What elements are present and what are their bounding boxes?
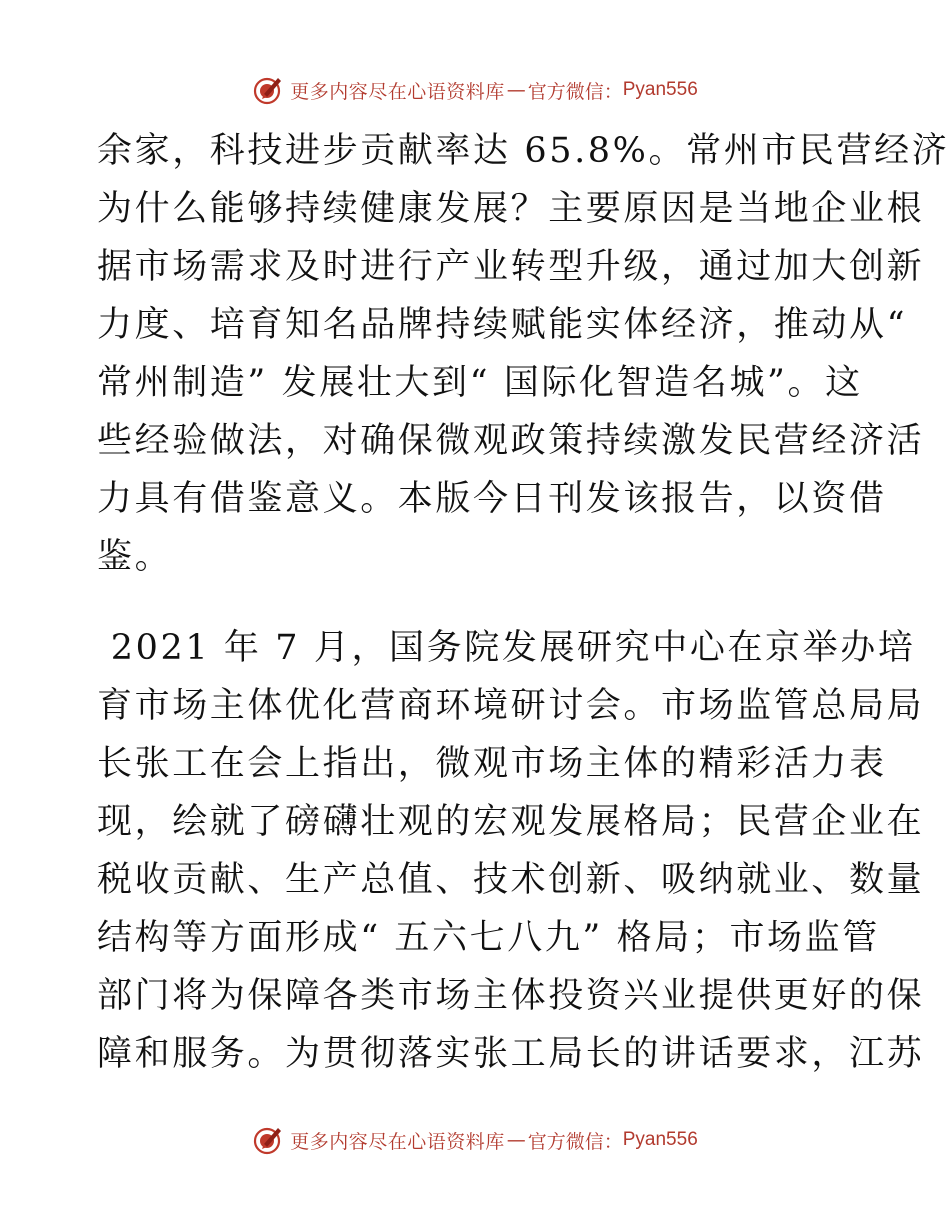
pen-logo-icon (252, 1123, 286, 1157)
banner-wechat-label: 官方微信： (527, 1130, 623, 1153)
paragraph-2 (97, 619, 925, 1083)
text-line: 据市场需求及时进行产业转型升级，通过加大创新 (97, 247, 925, 287)
banner-dash: — (506, 79, 526, 101)
text-line: 为什么能够持续健康发展？主要原因是当地企业根 (97, 189, 925, 229)
text-line: 部门将为保障各类市场主体投资兴业提供更好的保 (97, 976, 925, 1016)
text-line: 育市场主体优化营商环境研讨会。市场监管总局局 (97, 686, 925, 726)
banner-dash: — (506, 1129, 526, 1151)
pen-logo-icon (252, 73, 286, 107)
text-line: 障和服务。为贯彻落实张工局长的讲话要求，江苏 (97, 1034, 925, 1074)
text-line: 力度、培育知名品牌持续赋能实体经济，推动从“ (97, 305, 908, 345)
text-line: 现，绘就了磅礴壮观的宏观发展格局；民营企业在 (97, 802, 925, 842)
document-body (97, 122, 950, 1083)
text-line: 余家，科技进步贡献率达 65.8%。常州市民营经济 (97, 131, 950, 171)
text-line: 长张工在会上指出，微观市场主体的精彩活力表 (97, 744, 887, 784)
text-line: 鉴。 (97, 537, 173, 577)
text-line: 结构等方面形成“ 五六七八九” 格局；市场监管 (97, 918, 880, 958)
paragraph-gap (97, 586, 853, 619)
banner-wechat-id: Pyan556 (622, 1129, 698, 1150)
text-line: 2021 年 7 月，国务院发展研究中心在京举办培 (97, 628, 916, 668)
banner-text: 更多内容尽在心语资料库 (290, 1130, 505, 1153)
banner-wechat-label: 官方微信： (527, 80, 623, 103)
text-line: 常州制造” 发展壮大到“ 国际化智造名城”。这 (97, 363, 863, 403)
text-line: 些经验做法，对确保微观政策持续激发民营经济活 (97, 421, 925, 461)
banner-text: 更多内容尽在心语资料库 (290, 80, 505, 103)
paragraph-1 (97, 122, 950, 586)
header-banner (0, 70, 950, 110)
footer-banner (0, 1120, 950, 1160)
banner-wechat-id: Pyan556 (622, 79, 698, 100)
text-line: 力具有借鉴意义。本版今日刊发该报告，以资借 (97, 479, 887, 519)
text-line: 税收贡献、生产总值、技术创新、吸纳就业、数量 (97, 860, 925, 900)
